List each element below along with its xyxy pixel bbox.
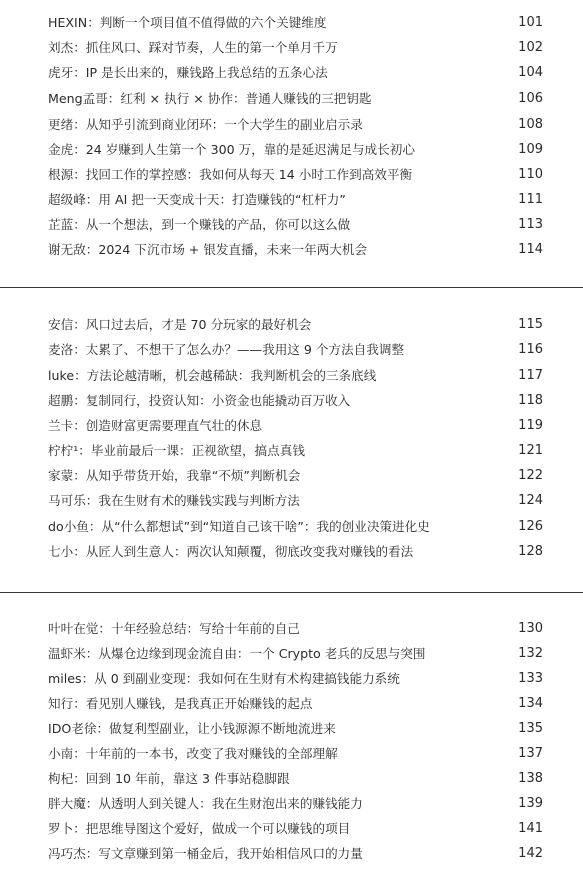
toc-entry-title: 谢无敌：2024 下沉市场 + 银发直播，未来一年两大机会 xyxy=(48,242,368,257)
toc-entry[interactable] xyxy=(48,440,543,462)
toc-entry[interactable] xyxy=(48,88,543,110)
toc-entry[interactable] xyxy=(48,818,543,840)
toc-entry[interactable] xyxy=(48,189,543,211)
toc-entry[interactable] xyxy=(48,314,543,336)
toc-entry-page: 108 xyxy=(518,117,543,132)
toc-entry-title: 枸杞：回到 10 年前，靠这 3 件事站稳脚跟 xyxy=(48,771,290,786)
toc-entry-page: 119 xyxy=(518,418,543,433)
toc-entry-page: 111 xyxy=(518,192,543,207)
toc-entry-page: 134 xyxy=(518,696,543,711)
toc-entry-title: 冯巧杰：写文章赚到第一桶金后，我开始相信风口的力量 xyxy=(48,846,363,861)
toc-entry-title: 七小：从匠人到生意人：两次认知颠覆，彻底改变我对赚钱的看法 xyxy=(48,544,414,559)
toc-entry-title: 芷蓝：从一个想法，到一个赚钱的产品，你可以这么做 xyxy=(48,217,351,232)
section-divider xyxy=(0,592,583,593)
toc-entry-page: 132 xyxy=(518,646,543,661)
toc-entry-title: luke：方法论越清晰，机会越稀缺：我判断机会的三条底线 xyxy=(48,368,377,383)
toc-entry-title: 马可乐：我在生财有术的赚钱实践与判断方法 xyxy=(48,493,300,508)
toc-entry-page: 126 xyxy=(518,519,543,534)
toc-entry[interactable] xyxy=(48,693,543,715)
toc-entry[interactable] xyxy=(48,37,543,59)
toc-entry-title: do小鱼：从“什么都想试”到“知道自己该干啥”：我的创业决策进化史 xyxy=(48,519,430,534)
toc-entry-page: 141 xyxy=(518,821,543,836)
toc-entry[interactable] xyxy=(48,843,543,865)
toc-entry-page: 135 xyxy=(518,721,543,736)
toc-entry-page: 118 xyxy=(518,393,543,408)
toc-entry-page: 122 xyxy=(518,468,543,483)
toc-entry-page: 137 xyxy=(518,746,543,761)
toc-entry-page: 114 xyxy=(518,242,543,257)
toc-entry-page: 121 xyxy=(518,443,543,458)
toc-entry-page: 113 xyxy=(518,217,543,232)
toc-entry-title: 胖大魔：从透明人到关键人：我在生财泡出来的赚钱能力 xyxy=(48,796,363,811)
toc-entry[interactable] xyxy=(48,618,543,640)
toc-entry[interactable] xyxy=(48,743,543,765)
toc-entry-title: 罗卜：把思维导图这个爱好，做成一个可以赚钱的项目 xyxy=(48,821,351,836)
toc-entry-page: 110 xyxy=(518,167,543,182)
toc-entry-title: 金虎：24 岁赚到人生第一个 300 万，靠的是延迟满足与成长初心 xyxy=(48,142,415,157)
toc-entry-title: 更绪：从知乎引流到商业闭环：一个大学生的副业启示录 xyxy=(48,117,363,132)
toc-entry-page: 142 xyxy=(518,846,543,861)
section-divider xyxy=(0,287,583,288)
toc-entry[interactable] xyxy=(48,139,543,161)
toc-entry[interactable] xyxy=(48,114,543,136)
toc-entry[interactable] xyxy=(48,62,543,84)
toc-entry-title: HEXIN：判断一个项目值不值得做的六个关键维度 xyxy=(48,15,327,30)
toc-entry-title: 虎牙：IP 是长出来的，赚钱路上我总结的五条心法 xyxy=(48,65,328,80)
toc-entry-title: 小南：十年前的一本书，改变了我对赚钱的全部理解 xyxy=(48,746,338,761)
toc-entry-page: 106 xyxy=(518,91,543,106)
toc-entry[interactable] xyxy=(48,490,543,512)
toc-entry[interactable] xyxy=(48,516,543,538)
toc-entry[interactable] xyxy=(48,793,543,815)
toc-entry-title: 根源：找回工作的掌控感：我如何从每天 14 小时工作到高效平衡 xyxy=(48,167,413,182)
toc-entry[interactable] xyxy=(48,365,543,387)
toc-entry[interactable] xyxy=(48,12,543,34)
toc-entry-title: 超级峰：用 AI 把一天变成十天：打造赚钱的“杠杆力” xyxy=(48,192,346,207)
toc-entry-page: 130 xyxy=(518,621,543,636)
toc-entry-page: 139 xyxy=(518,796,543,811)
toc-entry[interactable] xyxy=(48,465,543,487)
toc-entry-page: 101 xyxy=(518,15,543,30)
toc-entry[interactable] xyxy=(48,390,543,412)
toc-entry-title: IDO老徐：做复利型副业，让小钱源源不断地流进来 xyxy=(48,721,336,736)
toc-entry-title: 叶叶在觉：十年经验总结：写给十年前的自己 xyxy=(48,621,300,636)
toc-entry[interactable] xyxy=(48,239,543,261)
toc-entry-title: 麦洛：太累了、不想干了怎么办？——我用这 9 个方法自我调整 xyxy=(48,342,405,357)
toc-entry-title: 安信：风口过去后，才是 70 分玩家的最好机会 xyxy=(48,317,312,332)
toc-entry-title: 刘杰：抓住风口、踩对节奏，人生的第一个单月千万 xyxy=(48,40,338,55)
toc-entry-page: 128 xyxy=(518,544,543,559)
toc-entry-title: 知行：看见别人赚钱，是我真正开始赚钱的起点 xyxy=(48,696,313,711)
toc-entry-title: 温虾米：从爆仓边缘到现金流自由：一个 Crypto 老兵的反思与突围 xyxy=(48,646,426,661)
toc-entry[interactable] xyxy=(48,768,543,790)
toc-entry-page: 133 xyxy=(518,671,543,686)
toc-entry-page: 102 xyxy=(518,40,543,55)
toc-entry-title: 超鹏：复制同行，投资认知：小资金也能撬动百万收入 xyxy=(48,393,351,408)
toc-entry[interactable] xyxy=(48,668,543,690)
toc-entry[interactable] xyxy=(48,718,543,740)
toc-entry-page: 116 xyxy=(518,342,543,357)
toc-entry-title: 家蒙：从知乎带货开始，我靠“不烦”判断机会 xyxy=(48,468,301,483)
toc-entry[interactable] xyxy=(48,541,543,563)
toc-entry-page: 109 xyxy=(518,142,543,157)
toc-entry[interactable] xyxy=(48,214,543,236)
toc-entry-page: 115 xyxy=(518,317,543,332)
toc-entry-title: 柠柠¹：毕业前最后一课：正视欲望，搞点真钱 xyxy=(48,443,305,458)
toc-entry-page: 117 xyxy=(518,368,543,383)
toc-entry-title: 兰卡：创造财富更需要理直气壮的休息 xyxy=(48,418,263,433)
toc-entry-page: 104 xyxy=(518,65,543,80)
toc-entry[interactable] xyxy=(48,643,543,665)
toc-entry-title: Meng孟哥：红利 × 执行 × 协作：普通人赚钱的三把钥匙 xyxy=(48,91,372,106)
toc-entry-title: miles：从 0 到副业变现：我如何在生财有术构建搞钱能力系统 xyxy=(48,671,400,686)
toc-entry[interactable] xyxy=(48,164,543,186)
toc-entry[interactable] xyxy=(48,339,543,361)
toc-entry-page: 124 xyxy=(518,493,543,508)
toc-entry[interactable] xyxy=(48,415,543,437)
toc-entry-page: 138 xyxy=(518,771,543,786)
